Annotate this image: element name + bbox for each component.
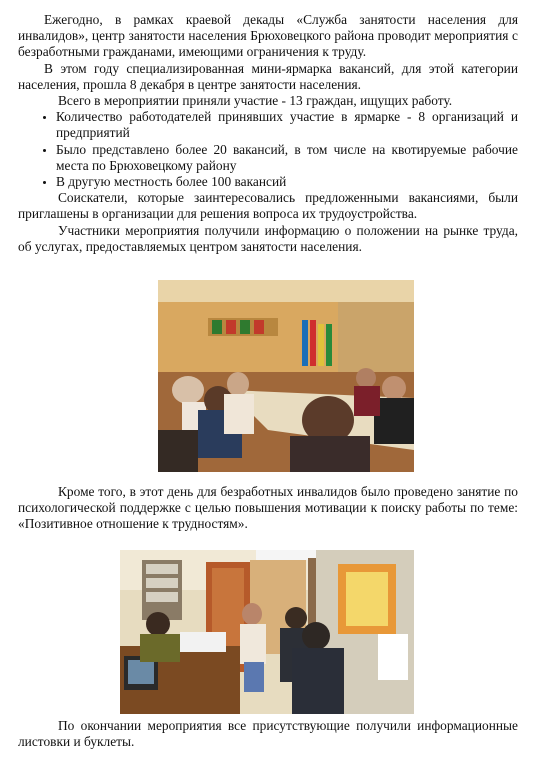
bullet-item-vacancies: • Было представлено более 20 вакансий, в том числе на квотируемые рабочие места по Брюховецкому району (56, 142, 518, 174)
paragraph-applicants: Соискатели, которые заинтересовались предложенными вакансиями, были приглашены в организации для решения вопроса их трудоустройства. (18, 190, 518, 222)
paragraph-information: Участники мероприятия получили информацию о положении на рынке труда, об услугах, предоставляемых центром занятости населения. (18, 222, 518, 254)
document-body (18, 12, 518, 255)
paragraph-intro: Ежегодно, в рамках краевой декады «Служба занятости населения для инвалидов», центр занятости населения Брюховецкого района проводит мероприятия с безработными гражданами, имеющими ограничения к труду. (18, 12, 518, 60)
photo-psychological-session (120, 550, 414, 714)
bullet-list (18, 109, 518, 190)
paragraph-closing: По окончании мероприятия все присутствующие получили информационные листовки и буклеты. (18, 718, 518, 750)
photo-job-fair-meeting (158, 280, 414, 472)
paragraph-fair: В этом году специализированная мини-ярмарка вакансий, для этой категории населения, прошла 8 декабря в центре занятости населения. (18, 60, 518, 92)
bullet-item-employers: • Количество работодателей принявших участие в ярмарке - 8 организаций и предприятий (56, 109, 518, 141)
paragraph-participants: Всего в мероприятии приняли участие - 13 граждан, ищущих работу. (58, 93, 453, 109)
bullet-item-other-area: • В другую местность более 100 вакансий (56, 174, 518, 190)
paragraph-psychological-support: Кроме того, в этот день для безработных инвалидов было проведено занятие по психологической поддержке с целью повышения мотивации к поиску работы по теме: «Позитивное отношение к трудностям». (18, 484, 518, 532)
